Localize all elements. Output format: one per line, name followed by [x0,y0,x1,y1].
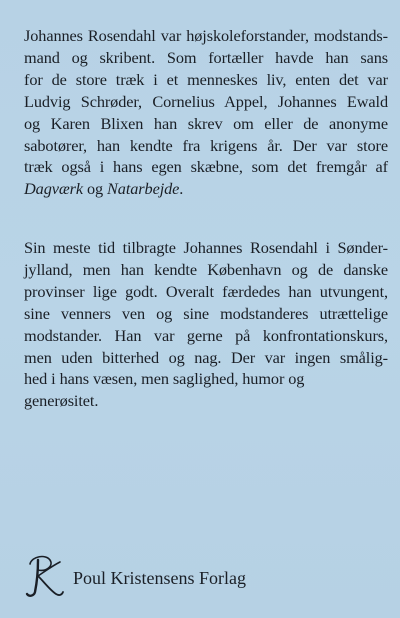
book-title-natarbejde: Natarbejde [107,179,180,199]
text-line: og Karen Blixen han skrev om eller de anonyme [24,113,388,133]
publisher-name: Poul Kristensens Forlag [73,568,246,588]
text-line: Johannes Rosendahl var højskoleforstander, modstands- [24,26,388,45]
text-line: provinser lige godt. Overalt færdedes han utvungent, [24,281,388,301]
publisher-imprint [22,552,382,602]
title-joiner: og [83,179,108,199]
text-line: sine venners ven og sine modstanderes utrættelige [24,303,388,323]
book-title-dagvaerk: Dagværk [24,179,83,199]
text-line: jylland, men han kendte København og de danske [24,259,388,279]
text-line: mand og skribent. Som fortæller havde han sans [24,47,388,67]
text-line: men uden bitterhed og nag. Der var ingen smålig- [24,347,388,367]
blurb-paragraph-2 [24,237,388,412]
text-line: for de store træk i et menneskes liv, enten det var [24,69,388,89]
text-line: træk også i hans egen skæbne, som det fremgår af [24,157,388,177]
blurb-paragraph-1 [24,25,388,200]
title-end-punct: . [179,179,184,199]
text-line: sabotører, han kendte fra krigens år. Der var store [24,135,388,155]
book-titles-line [24,178,388,200]
text-line: Sin meste tid tilbragte Johannes Rosendahl i Sønder- [24,238,388,257]
text-line: modstander. Han var gerne på konfrontationskurs, [24,325,388,345]
text-line: generøsitet. [24,391,99,411]
text-line: Ludvig Schrøder, Cornelius Appel, Johannes Ewald [24,91,388,111]
text-line: hed i hans væsen, men saglighed, humor og [24,369,305,389]
pk-monogram-icon [22,552,66,598]
